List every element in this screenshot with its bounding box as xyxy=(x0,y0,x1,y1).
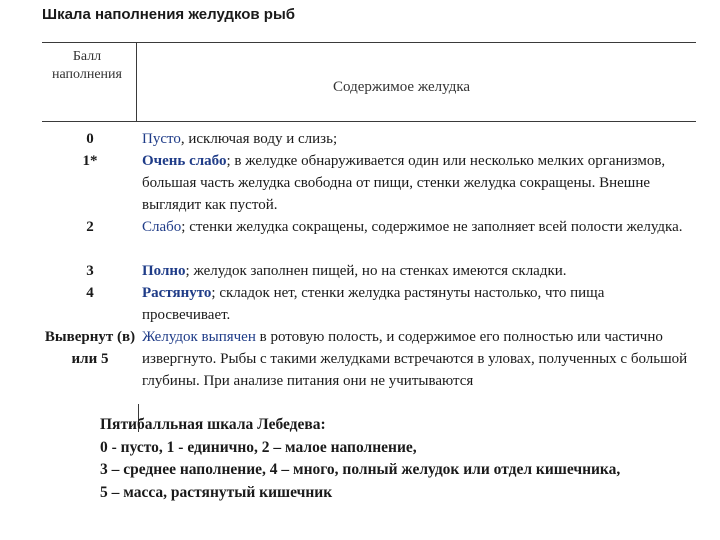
score-cell: 4 xyxy=(86,285,94,301)
description-text: ; желудок заполнен пищей, но на стенках имеются складки. xyxy=(185,263,567,279)
score-cell: 2 xyxy=(86,219,94,235)
description-cell xyxy=(142,128,690,150)
lebedev-line: 5 – масса, растянутый кишечник xyxy=(100,483,333,501)
score-cell: 3 xyxy=(86,263,94,279)
lebedev-line: 3 – среднее наполнение, 4 – много, полный желудок или отдел кишечника, xyxy=(100,461,621,478)
description-text: в ротовую полость, и содержимое его полностью или частично извергнуто. Рыбы с такими желудками встречаются в уловах, полученных с большой глубины. При анализе питания они не учитываются xyxy=(142,329,688,389)
header-score: Балл наполнения xyxy=(52,49,122,82)
description-cell xyxy=(142,326,690,392)
page-title: Шкала наполнения желудков рыб xyxy=(42,6,296,23)
description-cell xyxy=(142,150,690,216)
lebedev-line: 0 - пусто, 1 - единично, 2 – малое наполнение, xyxy=(100,438,417,456)
keyword: Слабо xyxy=(142,219,182,235)
description-text: ; в желудке обнаруживается один или несколько мелких организмов, большая часть желудка свободна от пищи, стенки желудка сокращены. Внешне выглядит как пустой. xyxy=(142,153,666,213)
table-header-divider xyxy=(42,121,696,122)
score-cell: Вывернут (в) или 5 xyxy=(44,329,136,367)
description-cell xyxy=(142,260,690,282)
header-content: Содержимое желудка xyxy=(333,79,471,95)
table-column-divider xyxy=(136,42,137,121)
lebedev-scale xyxy=(100,414,700,504)
table-top-border xyxy=(42,42,696,43)
description-text: , исключая воду и слизь; xyxy=(180,131,338,147)
description-cell xyxy=(142,282,690,326)
keyword: Очень слабо xyxy=(142,153,227,169)
keyword: Пусто xyxy=(142,131,181,147)
score-cell: 0 xyxy=(86,131,94,147)
description-text: ; складок нет, стенки желудка растянуты настолько, что пища просвечивает. xyxy=(142,285,605,323)
score-cell: 1* xyxy=(82,153,98,169)
keyword: Растянуто xyxy=(142,285,212,301)
lebedev-title: Пятибалльная шкала Лебедева: xyxy=(100,416,326,433)
description-cell xyxy=(142,216,690,238)
description-text: ; стенки желудка сокращены, содержимое не заполняет всей полости желудка. xyxy=(181,219,683,235)
keyword: Желудок выпячен xyxy=(142,329,256,345)
keyword: Полно xyxy=(142,263,186,279)
